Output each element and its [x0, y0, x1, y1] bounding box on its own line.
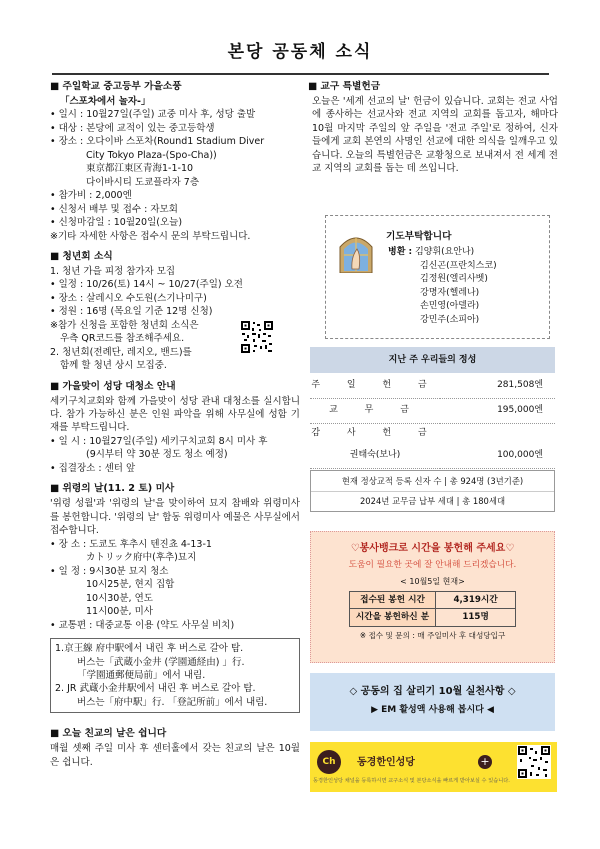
prayer-name: 강민주(소피아)	[420, 314, 480, 325]
cleaning-body: 세키구치교회와 함께 가을맞이 성당 관내 대청소를 실시합니다. 참가 가능하신 분은 인원 파악을 위해 사무실에 성함 기재를 부탁드립니다.	[50, 395, 300, 434]
cleaning-line: (9시부터 약 30분 정도 청소 예정)	[86, 449, 228, 461]
prayer-name: 강명자(헬레나)	[420, 287, 480, 298]
common-home-action: ▶ EM 활성액 사용해 봅시다 ◀	[371, 705, 494, 716]
memorial-line: 10시30분, 연도	[86, 592, 153, 604]
volunteer-label: 접수된 봉헌 시간	[349, 591, 435, 608]
volunteer-row	[349, 609, 515, 626]
memorial-line: 11시00분, 미사	[86, 606, 153, 618]
prayer-label: 병환 :	[388, 247, 413, 257]
sunday-line: • 신청마감일 : 10월20일(오늘)	[50, 217, 183, 229]
finance-label: 감 사 헌 금	[311, 427, 439, 438]
volunteer-label: 시간을 봉헌하신 분	[349, 609, 435, 626]
sunday-line: ※기타 자세한 사항은 접수시 문의 부탁드립니다.	[50, 230, 251, 242]
youth-line: • 일정 : 10/26(토) 14시 ~ 10/27(주일) 오전	[50, 279, 243, 291]
sunday-subtitle: 「스포차에서 놀자-」	[60, 95, 151, 107]
volunteer-row	[349, 591, 515, 608]
finance-title: 지난 주 우리들의 정성	[310, 347, 555, 373]
prayer-name: 김양휘(요안나)	[415, 247, 475, 257]
sunday-line: • 참가비 : 2,000엔	[50, 190, 132, 202]
volunteer-table	[349, 591, 516, 627]
volunteer-title: ♡봉사뱅크로 시간을 봉헌해 주세요♡	[350, 543, 515, 554]
title-rule	[52, 73, 549, 75]
finance-row	[310, 423, 555, 443]
cleaning-line: • 일 시 : 10월27일(주일) 세키구치교회 8시 미사 후	[50, 435, 268, 447]
right-column	[308, 80, 558, 176]
directions-line: 「学園通郵便局前」에서 내림.	[77, 669, 206, 681]
common-home-box	[310, 673, 555, 731]
finance-value: 281,508엔	[440, 373, 555, 398]
sunday-line: • 일시 : 10월27일(주일) 교중 미사 후, 성당 출발	[50, 109, 256, 121]
kakao-channel-logo-icon: Ch	[317, 750, 341, 774]
finance-row	[310, 443, 555, 468]
directions-line: 2. JR 武蔵小金井駅에서 내린 후 버스로 갈아 탐.	[55, 683, 256, 695]
today-body: 매월 셋째 주일 미사 후 센터홀에서 갖는 친교의 날은 10월은 쉽니다.	[50, 743, 300, 768]
finance-table	[310, 347, 555, 469]
finance-label: 주 일 헌 금	[310, 373, 440, 398]
sunday-line: 다이바시티 도쿄플라자 7층	[86, 176, 200, 188]
volunteer-note: ※ 접수 및 문의 : 매 주일미사 후 대성당입구	[359, 630, 506, 640]
cleaning-line: • 집결장소 : 센터 앞	[50, 462, 136, 474]
memorial-line: • 교통편 : 대중교통 이용 (약도 사무실 비치)	[50, 619, 235, 631]
page-title: 본당 공동체 소식	[227, 42, 373, 62]
mission-body: 오늘은 '세계 선교의 날' 헌금이 있습니다. 교회는 전교 사업에 종사하는 선교사와 전교 지역의 교회를 돕고자, 해마다 10월 마지막 주일의 앞 주일을 '전교 주일'로 정하여, 신자들에게 교회 본연의 사명인 선교에 대한 의식을 일깨우고 있습니다. 오늘의 특별헌금은 교황청으로 보내져서 전 세계 전교 지역의 교회를 돕는 데 쓰입니다.	[312, 95, 558, 175]
add-channel-plus-icon[interactable]: +	[478, 755, 492, 769]
memorial-line: 10시25분, 현지 집합	[86, 579, 175, 591]
memorial-line: • 일 정 : 9시30분 묘지 청소	[50, 565, 169, 577]
prayer-name: 김정원(엘리사벳)	[420, 274, 488, 284]
sunday-line: 東京都江東区青海1-1-10	[86, 163, 194, 175]
youth-line: 우측 QR코드를 참조해주세요.	[60, 333, 185, 345]
stats-line: 현재 정상교적 등록 신자 수 | 총 924명 (3년기준)	[341, 476, 524, 486]
praying-hands-window-icon	[337, 233, 375, 273]
finance-value: 195,000엔	[440, 398, 555, 423]
memorial-line: • 장 소 : 도쿄도 후추시 텐진쵸 4-13-1	[50, 538, 212, 550]
volunteer-date: < 10월5일 현재>	[400, 576, 465, 586]
sunday-line: • 장소 : 오다이바 스포차(Round1 Stadium Diver	[50, 136, 265, 148]
kakao-qr-code-icon[interactable]	[517, 745, 551, 779]
prayer-title: 기도부탁합니다	[386, 231, 452, 242]
youth-line: 1. 청년 가을 피정 참가자 모집	[50, 265, 176, 277]
prayer-name: 김신곤(프란치스코)	[420, 260, 497, 271]
finance-row	[310, 398, 555, 423]
youth-line: 2. 청년회(전례단, 레지오, 밴드)를	[50, 346, 192, 358]
volunteer-value: 115명	[436, 609, 516, 626]
directions-line: 버스는「府中駅」行. 「登記所前」에서 내림.	[77, 696, 268, 708]
directions-line: 1.京王線 府中駅에서 내린 후 버스로 갈아 탐.	[55, 643, 244, 655]
section-head-mission: ■ 교구 특별헌금	[308, 81, 381, 92]
volunteer-value: 4,319시간	[436, 591, 516, 608]
section-head-memorial: ■ 위령의 날(11. 2 토) 미사	[50, 483, 175, 495]
kakao-channel-banner[interactable]	[310, 742, 557, 792]
kakao-channel-name: 동경한인성당	[357, 757, 415, 768]
common-home-title: ◇ 공동의 집 살리기 10월 실천사항 ◇	[349, 686, 516, 697]
prayer-list	[388, 246, 497, 327]
finance-label: 교 무 금	[310, 398, 440, 423]
prayer-name: 손민영(아델라)	[420, 301, 480, 311]
section-head-cleaning: ■ 가을맞이 성당 대청소 안내	[50, 380, 176, 392]
directions-box	[50, 638, 300, 713]
left-column	[50, 80, 300, 769]
directions-line: 버스는「武蔵小金井 (学園通経由) 」行.	[77, 656, 245, 668]
volunteer-desc: 도움이 필요한 곳에 잘 안내해 드리겠습니다.	[348, 560, 517, 571]
section-head-today: ■ 오늘 친교의 날은 쉽니다	[50, 728, 167, 740]
sunday-line: • 대상 : 본당에 교적이 있는 중고등학생	[50, 122, 215, 134]
stats-line: 2024년 교무금 납부 세대 | 총 180세대	[311, 491, 554, 508]
kakao-channel-note: 동경한인성당 채널을 등록하시면 교구소식 및 본당소식을 빠르게 받아보실 수 있습니다.	[313, 778, 510, 784]
sunday-line: • 신청서 배부 및 접수 : 자모회	[50, 203, 178, 215]
youth-qr-code-icon[interactable]	[240, 320, 274, 354]
youth-line: 함께 할 청년 상시 모집중.	[60, 360, 167, 372]
section-head-sunday: ■ 주일학교 중고등부 가을소풍	[50, 81, 182, 92]
youth-line: ※참가 신청을 포함한 청년회 소식은	[50, 319, 199, 331]
section-head-youth: ■ 청년회 소식	[50, 251, 113, 263]
finance-donor: 권태숙(보나)	[310, 443, 440, 468]
volunteer-box	[310, 531, 555, 663]
finance-row	[310, 373, 555, 398]
membership-stats	[310, 470, 555, 512]
sunday-line: City Tokyo Plaza-(Spo-Cha))	[86, 149, 217, 161]
prayer-box	[325, 215, 550, 339]
youth-line: • 정원 : 16명 (목요일 기준 12명 신청)	[50, 306, 213, 318]
memorial-body: '위령 성월'과 '위령의 날'을 맞이하여 묘지 참배와 위령미사를 봉헌합니다. '위령의 날' 합동 위령미사 예물은 사무실에서 접수합니다.	[50, 498, 300, 537]
youth-line: • 장소 : 살레시오 수도원(스기나미구)	[50, 292, 207, 304]
memorial-line: カトリック府中(후추)묘지	[86, 552, 197, 564]
finance-value: 100,000엔	[440, 443, 555, 468]
